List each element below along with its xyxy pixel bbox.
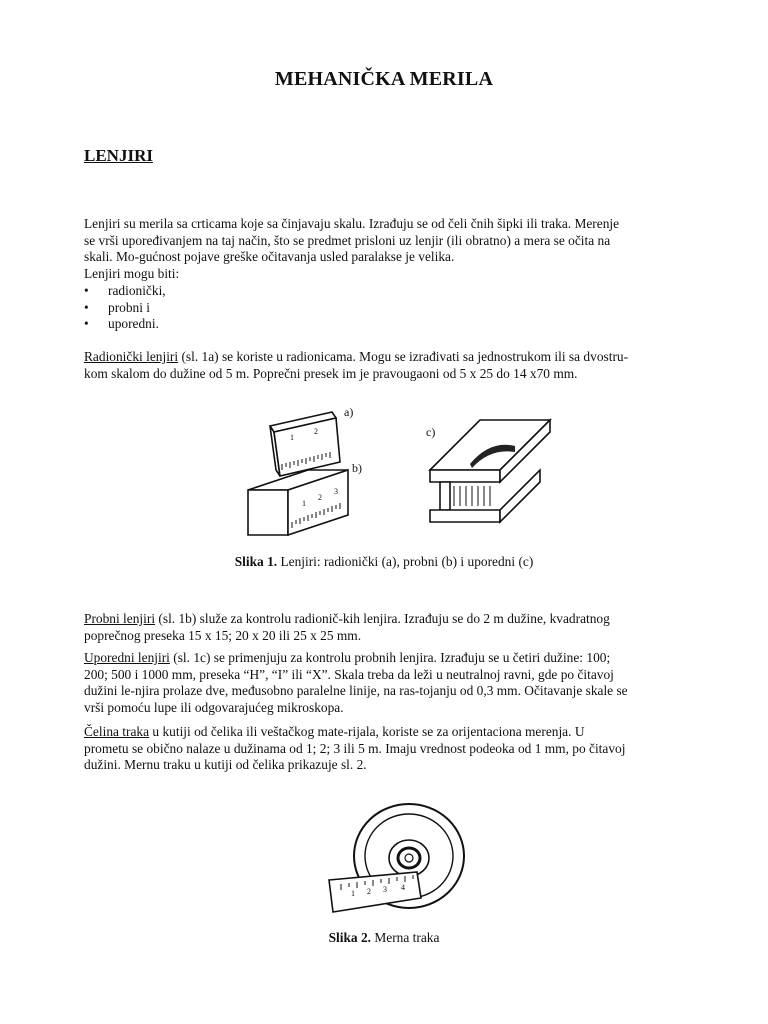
list-item-text: uporedni.: [108, 316, 159, 331]
scale-number: 2: [367, 887, 371, 896]
figure-1-caption-text: Lenjiri: radionički (a), probni (b) i uporedni (c): [277, 554, 534, 569]
figure-2-caption-number: Slika 2.: [328, 930, 371, 945]
scale-number: 2: [314, 427, 318, 436]
figure-1-label-b: b): [352, 461, 362, 475]
scale-number: 1: [290, 433, 294, 442]
bullet-icon: •: [84, 283, 89, 298]
figure-1-illustration: [240, 400, 560, 540]
document-title: MEHANIČKA MERILA: [274, 68, 494, 90]
scale-number: 1: [351, 889, 355, 898]
figure-1-caption: [0, 554, 768, 570]
celicna-line-3: dužini. Mernu traku u kutiji od čelika prikazuje sl. 2.: [84, 757, 367, 772]
probni-term: Probni lenjiri: [84, 611, 156, 626]
scale-number: 1: [302, 499, 306, 508]
list-item-text: radionički,: [108, 283, 166, 298]
ruler-c-flange: [430, 470, 500, 482]
list-item: [84, 283, 166, 300]
celicna-line-1-text: u kutiji od čelika ili veštačkog mate-rijala, koriste se za orijentaciona merenja. U: [149, 724, 585, 739]
radionicki-line-1-text: (sl. 1a) se koriste u radionicama. Mogu se izrađivati sa jednostrukom ili sa dvostru-: [178, 349, 629, 364]
figure-2-caption: [0, 930, 768, 946]
scale-number: 3: [334, 487, 338, 496]
tape-hub-center: [405, 854, 413, 862]
ruler-c-web: [440, 482, 450, 510]
bullet-icon: •: [84, 299, 89, 315]
uporedni-line-4: vrši pomoću lupe ili odgovarajućeg mikroskopa.: [84, 699, 344, 715]
list-item-text: probni i: [108, 299, 151, 315]
probni-line-1-text: (sl. 1b) služe za kontrolu radionič-kih lenjira. Izrađuju se do 2 m dužine, kvadratnog: [155, 611, 610, 626]
celicna-term: Čelina traka: [84, 724, 150, 739]
bullet-icon: •: [84, 316, 89, 331]
uporedni-line-2: 200; 500 i 1000 mm, preseka “H”, “I” ili “X”. Skala treba da leži u neutralnoj ravni, gde po čitavoj: [84, 666, 614, 682]
figure-1-caption-number: Slika 1.: [234, 554, 278, 569]
ruler-c-bottom-side: [500, 470, 540, 522]
figure-1-label-a: a): [344, 405, 354, 419]
list-item: [84, 316, 166, 333]
radionicki-term: Radionički lenjiri: [84, 349, 179, 364]
probni-line-2: poprečnog preseka 15 x 15; 20 x 20 ili 25 x 25 mm.: [84, 627, 362, 643]
section-heading: LENJIRI: [84, 146, 153, 165]
probni-line-1: [84, 611, 713, 628]
uporedni-term: Uporedni lenjiri: [84, 650, 170, 665]
intro-line-2: se vrši upoređivanjem na taj način, što se predmet prisloni uz lenjir (ili obratno) a mera se očita na: [84, 232, 611, 248]
list-item: [84, 300, 166, 317]
celicna-paragraph: [84, 724, 713, 774]
list-intro: Lenjiri mogu biti:: [84, 265, 180, 281]
intro-line-3: skali. Mo-gućnost pojave greške očitavanja usled paralakse je velika.: [84, 249, 455, 264]
uporedni-line-3: dužini le-njira prolaze dve, međusobno paralelne linije, na ras-tojanju od 0,3 mm. Očitavanje skale se: [84, 683, 628, 698]
probni-paragraph: [84, 611, 713, 644]
radionicki-line-1: [84, 349, 713, 366]
radionicki-paragraph: [84, 349, 713, 382]
celicna-line-1: [84, 724, 713, 741]
radionicki-line-2: kom skalom do dužine od 5 m. Poprečni presek im je pravougaoni od 5 x 25 do 14 x70 mm.: [84, 365, 578, 381]
scale-number: 3: [383, 885, 387, 894]
block-b-front: [248, 490, 288, 535]
figure-1-label-c: c): [426, 425, 436, 439]
types-list: [84, 283, 166, 333]
uporedni-paragraph: [84, 650, 713, 716]
figure-2-illustration: [325, 800, 470, 918]
intro-paragraph: [84, 216, 713, 282]
scale-number: 4: [401, 883, 405, 892]
uporedni-line-1: [84, 650, 713, 667]
celicna-line-2: prometu se obično nalaze u dužinama od 1; 2; 3 ili 5 m. Imaju vrednost podeoka od 1 mm, po čitavoj: [84, 740, 626, 756]
scale-number: 2: [318, 493, 322, 502]
uporedni-line-1-text: (sl. 1c) se primenjuju za kontrolu probnih lenjira. Izrađuju se u četiri dužine: 100;: [169, 650, 611, 665]
intro-line-1: Lenjiri su merila sa crticama koje sa činjavaju skalu. Izrađuju se od čeli čnih šipki ili traka. Merenje: [84, 216, 620, 231]
ruler-c-bottom: [430, 510, 500, 522]
figure-2-caption-text: Merna traka: [371, 930, 440, 945]
